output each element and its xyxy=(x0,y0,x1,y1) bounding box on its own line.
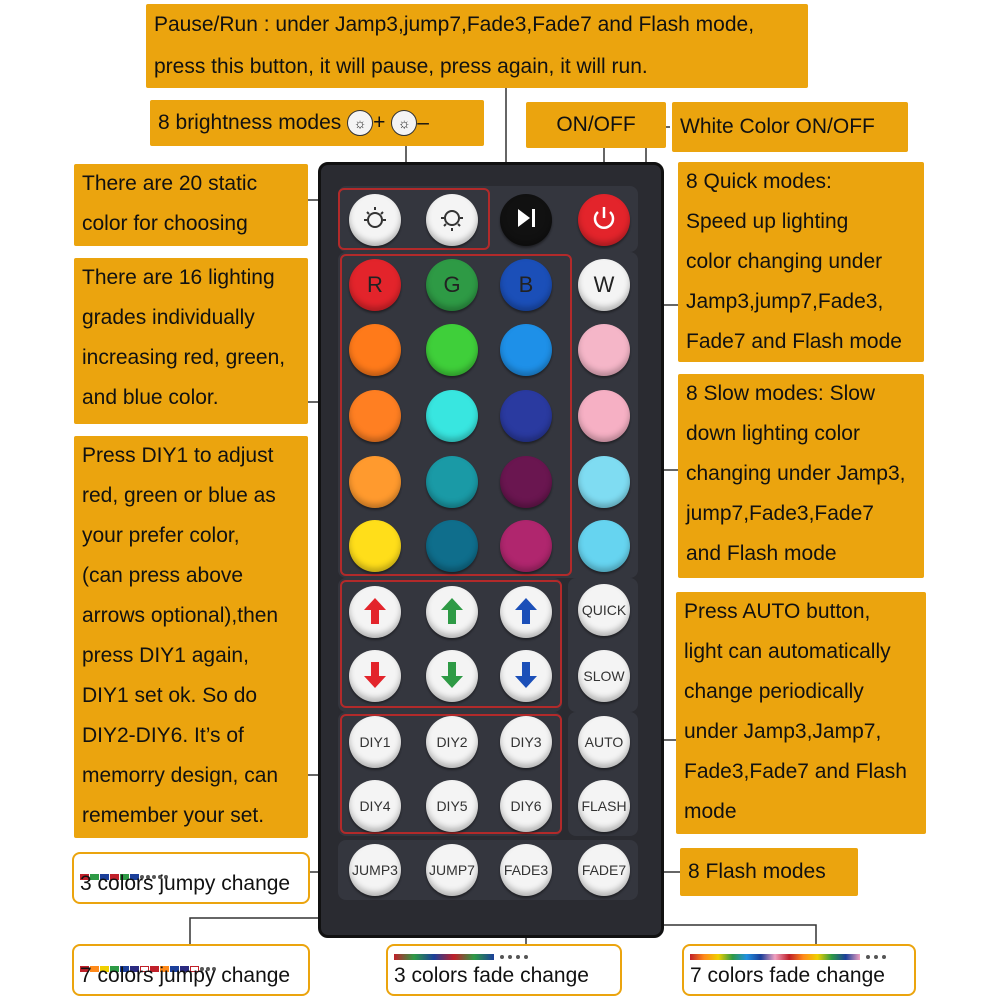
onoff-callout xyxy=(526,102,666,148)
color-button-3-1[interactable] xyxy=(349,456,401,508)
color-button-4-3[interactable] xyxy=(500,520,552,572)
brightness-plus: + xyxy=(373,111,386,134)
blue-down-button[interactable] xyxy=(500,650,552,702)
blue-up-arrow-icon xyxy=(513,596,539,629)
quick-callout xyxy=(678,162,924,362)
color-button-1-4[interactable] xyxy=(578,324,630,376)
auto-text: Press AUTO button, light can automatically change periodically under Jamp3,Jamp7, Fade3,Fade7 and Flash mode xyxy=(684,600,907,823)
brightness-minus: – xyxy=(417,111,429,134)
color-button-1-1[interactable] xyxy=(349,324,401,376)
blue-up-button[interactable] xyxy=(500,586,552,638)
auto-callout xyxy=(676,592,926,834)
slow-text: 8 Slow modes: Slow down lighting color changing under Jamp3, jump7,Fade3,Fade7 and Flash mode xyxy=(686,382,906,565)
brightness-up-button[interactable] xyxy=(349,194,401,246)
color-button-4-4[interactable] xyxy=(578,520,630,572)
color-button-2-3[interactable] xyxy=(500,390,552,442)
red-down-button[interactable] xyxy=(349,650,401,702)
grades-text: There are 16 lighting grades individually increasing red, green, and blue color. xyxy=(82,266,286,409)
blue-button-label: B xyxy=(518,272,534,297)
pause-run-button[interactable] xyxy=(500,194,552,246)
jump7-color-strip xyxy=(80,954,218,960)
green-down-button[interactable] xyxy=(426,650,478,702)
green-up-arrow-icon xyxy=(439,596,465,629)
quick-text: 8 Quick modes: Speed up lighting color changing under Jamp3,jump7,Fade3, Fade7 and Flash mode xyxy=(686,170,902,353)
color-button-2-1[interactable] xyxy=(349,390,401,442)
color-button-2-4[interactable] xyxy=(578,390,630,442)
white-text: White Color ON/OFF xyxy=(680,115,875,138)
brightness-text: 8 brightness modes xyxy=(158,111,342,134)
diy1-button[interactable] xyxy=(349,716,401,768)
red-down-arrow-icon xyxy=(362,660,388,693)
color-button-3-3[interactable] xyxy=(500,456,552,508)
auto-button-label: AUTO xyxy=(584,734,624,750)
green-down-arrow-icon xyxy=(439,660,465,693)
white-callout xyxy=(672,102,908,152)
fade7-callout xyxy=(682,944,916,996)
jump7-button[interactable] xyxy=(426,844,478,896)
jump3-callout-text: 3 colors jumpy change xyxy=(80,872,291,895)
diy5-label: DIY5 xyxy=(436,798,468,814)
color-button-2-2[interactable] xyxy=(426,390,478,442)
color-button-3-4[interactable] xyxy=(578,456,630,508)
power-icon xyxy=(589,203,619,238)
flash-button[interactable] xyxy=(578,780,630,832)
slow-button[interactable] xyxy=(578,650,630,702)
jump7-callout-text: 7 colors jumpy change xyxy=(80,964,291,987)
diy-callout xyxy=(74,436,308,838)
static-color-callout xyxy=(74,164,308,246)
fade3-color-strip xyxy=(394,954,494,960)
brightness-up-small-icon: ☼ xyxy=(347,110,373,136)
diy6-label: DIY6 xyxy=(510,798,542,814)
play-pause-icon xyxy=(512,206,540,235)
fade7-callout-text: 7 colors fade change xyxy=(690,964,885,987)
onoff-text: ON/OFF xyxy=(556,113,636,136)
white-button[interactable] xyxy=(578,259,630,311)
brightness-up-icon xyxy=(360,204,390,237)
white-button-label: W xyxy=(593,272,615,297)
auto-button[interactable] xyxy=(578,716,630,768)
fade7-label: FADE7 xyxy=(581,862,627,878)
color-button-4-2[interactable] xyxy=(426,520,478,572)
jump7-callout xyxy=(72,944,310,996)
red-button-label: R xyxy=(367,272,383,297)
red-up-arrow-icon xyxy=(362,596,388,629)
fade7-color-strip xyxy=(690,954,860,960)
green-button[interactable] xyxy=(426,259,478,311)
diy2-label: DIY2 xyxy=(436,734,468,750)
pause-run-text: Pause/Run : under Jamp3,jump7,Fade3,Fade7 and Flash mode, press this button, it will pause, press again, it will run. xyxy=(154,13,755,78)
fade3-label: FADE3 xyxy=(503,862,549,878)
red-up-button[interactable] xyxy=(349,586,401,638)
brightness-down-icon xyxy=(437,204,467,237)
quick-button[interactable] xyxy=(578,584,630,636)
pause-run-callout xyxy=(146,4,808,88)
static-color-text: There are 20 static color for choosing xyxy=(82,172,258,235)
brightness-callout xyxy=(150,100,484,146)
jump3-label: JUMP3 xyxy=(352,862,398,878)
color-button-1-2[interactable] xyxy=(426,324,478,376)
fade3-callout-text: 3 colors fade change xyxy=(394,964,589,987)
green-button-label: G xyxy=(443,272,461,297)
red-button[interactable] xyxy=(349,259,401,311)
flash-button-label: FLASH xyxy=(581,798,627,814)
diy6-button[interactable] xyxy=(500,780,552,832)
diy3-button[interactable] xyxy=(500,716,552,768)
diy2-button[interactable] xyxy=(426,716,478,768)
green-up-button[interactable] xyxy=(426,586,478,638)
diy4-label: DIY4 xyxy=(359,798,391,814)
quick-button-label: QUICK xyxy=(581,602,627,618)
brightness-down-small-icon: ☼ xyxy=(391,110,417,136)
jump3-callout xyxy=(72,852,310,904)
color-button-4-1[interactable] xyxy=(349,520,401,572)
brightness-down-button[interactable] xyxy=(426,194,478,246)
jump7-label: JUMP7 xyxy=(429,862,475,878)
grades-callout xyxy=(74,258,308,424)
diy5-button[interactable] xyxy=(426,780,478,832)
fade3-button[interactable] xyxy=(500,844,552,896)
diy4-button[interactable] xyxy=(349,780,401,832)
diy-text: Press DIY1 to adjust red, green or blue as your prefer color, (can press above arrows optional),then press DIY1 again, DIY1 set ok. So do DIY2-DIY6. It’s of memorry design, can remember your set. xyxy=(82,444,279,827)
jump3-color-strip xyxy=(80,862,170,868)
diy3-label: DIY3 xyxy=(510,734,542,750)
color-button-1-3[interactable] xyxy=(500,324,552,376)
color-button-3-2[interactable] xyxy=(426,456,478,508)
fade3-callout xyxy=(386,944,622,996)
slow-button-label: SLOW xyxy=(583,668,625,684)
slow-callout xyxy=(678,374,924,578)
power-button[interactable] xyxy=(578,194,630,246)
flash-text: 8 Flash modes xyxy=(688,860,826,883)
diy1-label: DIY1 xyxy=(359,734,391,750)
jump3-button[interactable] xyxy=(349,844,401,896)
blue-button[interactable] xyxy=(500,259,552,311)
blue-down-arrow-icon xyxy=(513,660,539,693)
fade7-button[interactable] xyxy=(578,844,630,896)
flash-callout xyxy=(680,848,858,896)
